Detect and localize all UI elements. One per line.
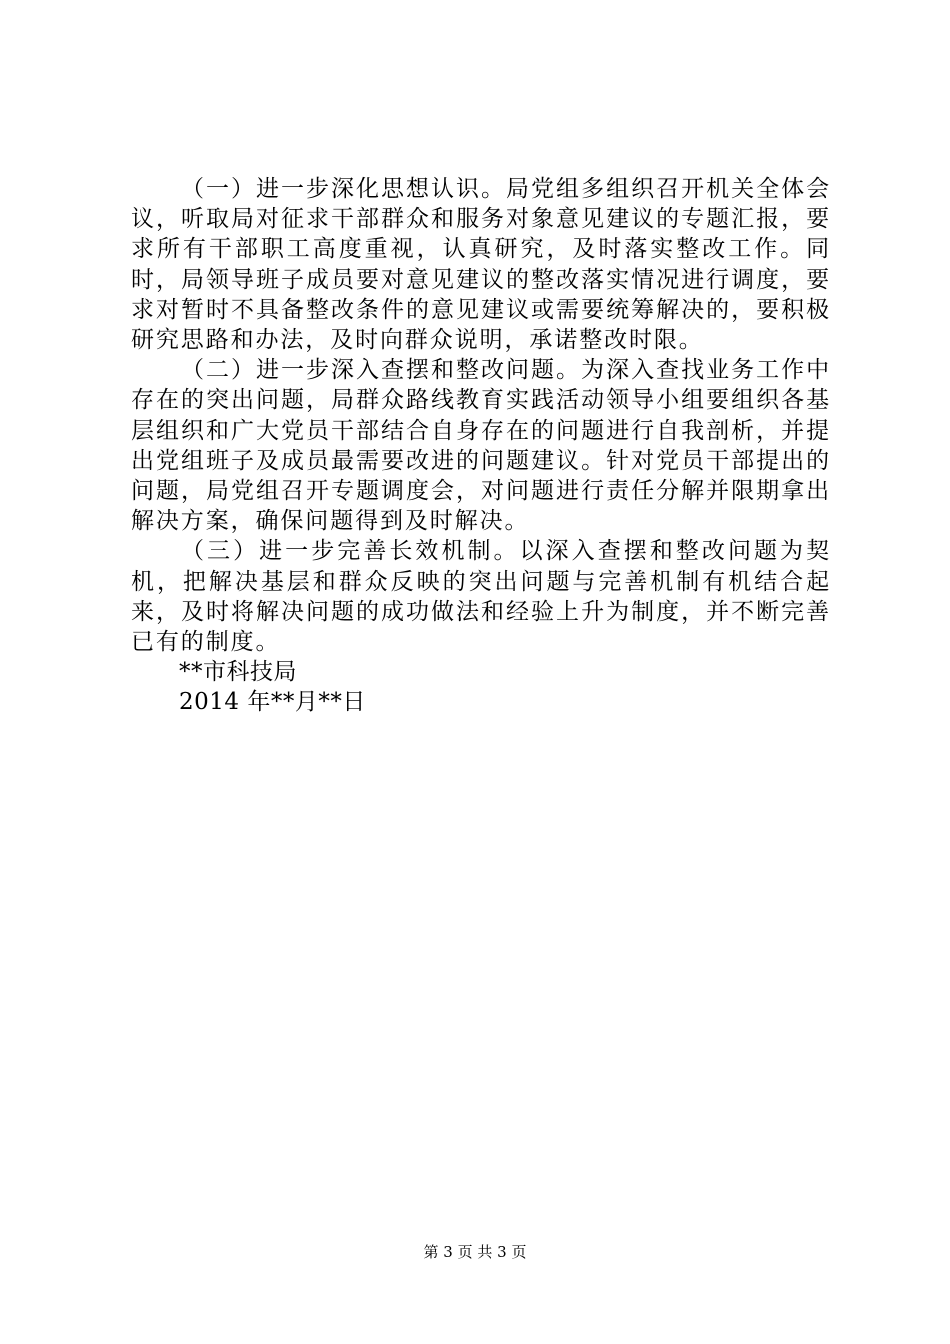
signature-organization: **市科技局 <box>179 659 297 686</box>
paragraph-long-term-mechanism: （三）进一步完善长效机制。以深入查摆和整改问题为契机，把解决基层和群众反映的突出问题与完善机制有机结合起来，及时将解决问题的成功做法和经验上升为制度，并不断完善已有的制度。 <box>131 538 831 656</box>
page-footer: 第 3 页 共 3 页 <box>423 1243 527 1261</box>
signature-date: 2014 年**月**日 <box>179 689 366 716</box>
paragraph-rectify-problems: （二）进一步深入查摆和整改问题。为深入查找业务工作中存在的突出问题，局群众路线教育实践活动领导小组要组织各基层组织和广大党员干部结合自身存在的问题进行自我剖析，并提出党组班子及成员最需要改进的问题建议。针对党员干部提出的问题，局党组召开专题调度会，对问题进行责任分解并限期拿出解决方案，确保问题得到及时解决。 <box>131 357 831 535</box>
document-body <box>131 174 831 718</box>
paragraph-deepen-understanding: （一）进一步深化思想认识。局党组多组织召开机关全体会议，听取局对征求干部群众和服务对象意见建议的专题汇报，要求所有干部职工高度重视，认真研究，及时落实整改工作。同时，局领导班子成员要对意见建议的整改落实情况进行调度，要求对暂时不具备整改条件的意见建议或需要统筹解决的，要积极研究思路和办法，及时向群众说明，承诺整改时限。 <box>131 176 831 354</box>
